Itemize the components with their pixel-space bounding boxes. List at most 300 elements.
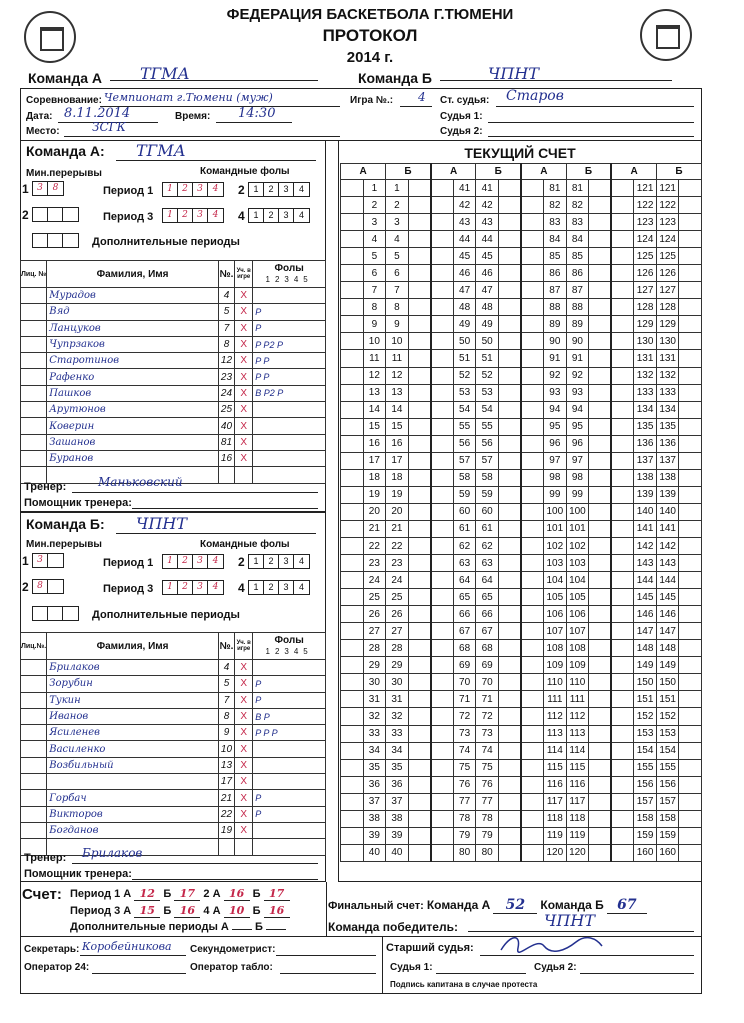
score-cell: 51: [453, 350, 476, 367]
score-cell: 10: [386, 333, 409, 350]
score-cell: 160: [634, 844, 657, 861]
score-cell: [431, 520, 454, 537]
score-cell: [679, 384, 702, 401]
score-cell: [431, 657, 454, 674]
chief-signature: [496, 932, 606, 956]
team-a-period-1: Период 1: [103, 185, 154, 197]
player-number: 8: [218, 708, 234, 724]
score-cell: 115: [544, 759, 567, 776]
score-cell: 8: [386, 299, 409, 316]
player-start-mark: X: [235, 806, 253, 822]
federation-logo-right: [640, 9, 692, 61]
score-cell: [679, 265, 702, 282]
score-cell: [431, 282, 454, 299]
score-row: [341, 333, 702, 350]
score-cell: 122: [634, 197, 657, 214]
player-name: Иванов: [47, 708, 219, 724]
score-cell: 74: [453, 742, 476, 759]
score-cell: [341, 520, 364, 537]
score-cell: 45: [453, 248, 476, 265]
score-cell: 144: [634, 572, 657, 589]
score-cell: [611, 810, 634, 827]
score-cell: [408, 231, 431, 248]
score-cell: 16: [363, 435, 386, 452]
score-cell: [431, 180, 454, 197]
score-cell: [589, 674, 612, 691]
score-cell: 19: [386, 486, 409, 503]
player-fouls: P P: [253, 353, 326, 369]
score-row: [341, 180, 702, 197]
score-cell: [341, 367, 364, 384]
score-cell: 59: [476, 486, 499, 503]
team-a-extra-label: Дополнительные периоды: [92, 236, 240, 248]
score-cell: 142: [656, 537, 679, 554]
score-cell: 120: [566, 844, 589, 861]
ref1-label: Судья 1:: [440, 111, 483, 122]
player-name: Горбач: [47, 790, 219, 806]
score-cell: 157: [634, 793, 657, 810]
score-cell: 52: [476, 367, 499, 384]
score-cell: 120: [544, 844, 567, 861]
lic-cell: [21, 741, 47, 757]
score-cell: 47: [476, 282, 499, 299]
team-a-extra-boxes: [32, 233, 79, 248]
score-cell: [679, 367, 702, 384]
score-cell: [341, 537, 364, 554]
lic-cell: [21, 369, 47, 385]
score-cell: 87: [566, 282, 589, 299]
score-cell: [589, 827, 612, 844]
score-cell: [679, 214, 702, 231]
score-cell: [589, 691, 612, 708]
score-cell: [431, 640, 454, 657]
score-cell: 130: [656, 333, 679, 350]
score-row: [341, 214, 702, 231]
score-cell: 124: [634, 231, 657, 248]
score-label: Счет:: [22, 886, 62, 903]
lic-cell: [21, 336, 47, 352]
score-cell: [679, 180, 702, 197]
score-cell: 131: [634, 350, 657, 367]
score-cell: [498, 350, 521, 367]
score-cell: [589, 537, 612, 554]
score-cell: 158: [634, 810, 657, 827]
score-cell: [679, 231, 702, 248]
team-b-period-3: Период 3: [103, 583, 154, 595]
chief-label: Ст. судья:: [440, 95, 490, 106]
score-cell: [521, 418, 544, 435]
col-fouls: Фолы 12345: [253, 633, 326, 660]
score-cell: [431, 299, 454, 316]
player-number: 8: [218, 336, 234, 352]
player-start-mark: X: [235, 402, 253, 418]
score-cell: [341, 282, 364, 299]
score-cell: 111: [566, 691, 589, 708]
chief-value: Старов: [506, 88, 564, 104]
score-cell: [431, 401, 454, 418]
player-number: 4: [218, 288, 234, 304]
score-cell: 57: [453, 452, 476, 469]
score-cell: 77: [476, 793, 499, 810]
score-cell: 53: [476, 384, 499, 401]
score-cell: 110: [544, 674, 567, 691]
roster-row: [21, 757, 326, 773]
roster-row: [21, 402, 326, 418]
secretary-value: Коробейникова: [82, 940, 172, 953]
score-cell: [431, 708, 454, 725]
score-cell: 133: [656, 384, 679, 401]
score-cell: [341, 316, 364, 333]
score-cell: 15: [386, 418, 409, 435]
score-col-header: А: [611, 164, 656, 180]
team-a-coach: Маньковский: [98, 475, 183, 489]
score-cell: 61: [476, 520, 499, 537]
team-a-title: Команда А:: [26, 143, 105, 159]
score-cell: 149: [634, 657, 657, 674]
lic-cell: [21, 708, 47, 724]
score-cell: 153: [634, 725, 657, 742]
player-start-mark: X: [235, 336, 253, 352]
score-cell: 72: [476, 708, 499, 725]
op24-label: Оператор 24:: [24, 962, 90, 973]
team-a-assistant-label: Помощник тренера:: [24, 497, 132, 509]
score-cell: 20: [363, 503, 386, 520]
protocol-title: ПРОТОКОЛ: [322, 26, 418, 45]
score-cell: 127: [634, 282, 657, 299]
score-cell: 81: [566, 180, 589, 197]
player-fouls: [253, 434, 326, 450]
score-cell: [679, 503, 702, 520]
score-cell: 43: [453, 214, 476, 231]
score-cell: 5: [363, 248, 386, 265]
col-fouls: Фолы 12345: [253, 261, 326, 288]
score-cell: 11: [363, 350, 386, 367]
score-cell: 13: [363, 384, 386, 401]
board-label: Оператор табло:: [190, 962, 273, 973]
score-cell: 98: [566, 469, 589, 486]
score-cell: [498, 827, 521, 844]
score-cell: [521, 725, 544, 742]
score-cell: [498, 844, 521, 861]
score-cell: 86: [544, 265, 567, 282]
score-cell: 82: [566, 197, 589, 214]
player-start-mark: X: [235, 822, 253, 838]
player-number: 25: [218, 402, 234, 418]
game-no-value: 4: [418, 90, 426, 104]
score-row: [341, 299, 702, 316]
col-lic: Лиц. №: [21, 261, 47, 288]
score-row: [341, 606, 702, 623]
score-row: [341, 367, 702, 384]
score-cell: [521, 657, 544, 674]
score-cell: 44: [453, 231, 476, 248]
player-start-mark: X: [235, 385, 253, 401]
score-cell: [521, 810, 544, 827]
score-cell: [341, 623, 364, 640]
score-cell: 95: [566, 418, 589, 435]
score-cell: 147: [656, 623, 679, 640]
score-cell: 62: [476, 537, 499, 554]
score-row: [341, 759, 702, 776]
score-cell: [589, 606, 612, 623]
player-fouls: P: [253, 692, 326, 708]
roster-row: [21, 725, 326, 741]
date-value: 8.11.2014: [64, 106, 131, 121]
score-cell: [611, 265, 634, 282]
score-cell: [498, 231, 521, 248]
player-number: [218, 467, 234, 483]
score-cell: [679, 537, 702, 554]
score-cell: 91: [544, 350, 567, 367]
team-a-fouls-p1: 1 2 3 4: [162, 182, 224, 197]
score-cell: [611, 418, 634, 435]
score-cell: [408, 418, 431, 435]
score-cell: [431, 418, 454, 435]
score-cell: [589, 555, 612, 572]
score-cell: 37: [386, 793, 409, 810]
score-cell: 100: [544, 503, 567, 520]
team-b-timeouts-p3: 8: [32, 579, 64, 594]
score-cell: 138: [656, 469, 679, 486]
score-cell: 126: [656, 265, 679, 282]
col-lic: Лиц.№.: [21, 633, 47, 660]
score-cell: [589, 572, 612, 589]
score-cell: 141: [656, 520, 679, 537]
score-cell: 91: [566, 350, 589, 367]
score-cell: [431, 367, 454, 384]
score-cell: [589, 725, 612, 742]
score-cell: 2: [386, 197, 409, 214]
score-cell: 30: [363, 674, 386, 691]
player-fouls: P P P: [253, 725, 326, 741]
score-cell: 92: [544, 367, 567, 384]
score-cell: 3: [363, 214, 386, 231]
score-cell: 87: [544, 282, 567, 299]
score-cell: [498, 248, 521, 265]
score-cell: 94: [566, 401, 589, 418]
score-cell: 113: [566, 725, 589, 742]
score-row: [341, 452, 702, 469]
roster-row: [21, 660, 326, 676]
score-cell: 14: [363, 401, 386, 418]
score-cell: 73: [476, 725, 499, 742]
team-b-coach-label: Тренер:: [24, 852, 67, 864]
score-cell: [611, 657, 634, 674]
score-cell: [611, 469, 634, 486]
lic-cell: [21, 288, 47, 304]
lic-cell: [21, 418, 47, 434]
team-b-fouls-p4: 1 2 3 4: [248, 580, 310, 595]
score-cell: 39: [386, 827, 409, 844]
score-cell: 34: [386, 742, 409, 759]
team-a-fouls-p4: 1 2 3 4: [248, 208, 310, 223]
score-cell: 38: [363, 810, 386, 827]
roster-row: [21, 288, 326, 304]
score-cell: [611, 316, 634, 333]
team-b-fouls-p1: 1 2 3 4: [162, 554, 224, 569]
player-fouls: P: [253, 676, 326, 692]
place-label: Место:: [26, 126, 60, 137]
team-a-fouls-p3: 1 2 3 4: [162, 208, 224, 223]
score-cell: 114: [566, 742, 589, 759]
score-cell: [521, 606, 544, 623]
score-cell: 156: [656, 776, 679, 793]
score-cell: 102: [566, 537, 589, 554]
score-cell: [498, 418, 521, 435]
player-number: 17: [218, 774, 234, 790]
score-cell: [521, 248, 544, 265]
score-cell: 41: [476, 180, 499, 197]
score-cell: [611, 640, 634, 657]
score-cell: 17: [386, 452, 409, 469]
player-name: Чупрзаков: [47, 336, 219, 352]
score-cell: [498, 691, 521, 708]
roster-row: [21, 434, 326, 450]
score-cell: 154: [656, 742, 679, 759]
score-row: [341, 793, 702, 810]
score-cell: [341, 657, 364, 674]
lic-cell: [21, 822, 47, 838]
score-cell: 59: [453, 486, 476, 503]
score-cell: 83: [566, 214, 589, 231]
score-cell: [521, 691, 544, 708]
score-cell: 139: [656, 486, 679, 503]
score-cell: 18: [386, 469, 409, 486]
score-cell: [408, 555, 431, 572]
score-cell: 121: [656, 180, 679, 197]
score-cell: 133: [634, 384, 657, 401]
score-cell: 17: [363, 452, 386, 469]
score-cell: 35: [386, 759, 409, 776]
col-no: №.: [218, 633, 234, 660]
score-cell: [431, 316, 454, 333]
player-fouls: [253, 450, 326, 466]
score-cell: [611, 452, 634, 469]
player-name: Рафенко: [47, 369, 219, 385]
score-cell: 42: [453, 197, 476, 214]
score-cell: 85: [566, 248, 589, 265]
score-cell: [498, 384, 521, 401]
score-cell: 123: [656, 214, 679, 231]
score-cell: [589, 333, 612, 350]
score-cell: 37: [363, 793, 386, 810]
score-cell: 148: [634, 640, 657, 657]
score-cell: [611, 197, 634, 214]
score-cell: [431, 691, 454, 708]
score-cell: [408, 742, 431, 759]
score-cell: [431, 725, 454, 742]
score-row: [341, 418, 702, 435]
roster-row: [21, 676, 326, 692]
score-cell: 155: [634, 759, 657, 776]
score-cell: 93: [566, 384, 589, 401]
score-cell: 21: [363, 520, 386, 537]
score-cell: 2: [363, 197, 386, 214]
score-cell: 24: [386, 572, 409, 589]
score-cell: [679, 725, 702, 742]
score-cell: [589, 844, 612, 861]
score-cell: [679, 674, 702, 691]
score-cell: [679, 742, 702, 759]
roster-row: [21, 418, 326, 434]
player-number: 12: [218, 353, 234, 369]
score-cell: 7: [386, 282, 409, 299]
score-row: [341, 231, 702, 248]
roster-row: [21, 708, 326, 724]
score-cell: 99: [566, 486, 589, 503]
player-start-mark: X: [235, 353, 253, 369]
score-cell: [521, 589, 544, 606]
score-cell: [498, 537, 521, 554]
lic-cell: [21, 434, 47, 450]
score-cell: 134: [634, 401, 657, 418]
score-cell: [521, 231, 544, 248]
score-cell: [521, 708, 544, 725]
team-a-roster: [20, 260, 326, 484]
score-cell: [341, 350, 364, 367]
score-cell: [521, 555, 544, 572]
player-start-mark: X: [235, 676, 253, 692]
score-row: [341, 197, 702, 214]
player-start-mark: X: [235, 418, 253, 434]
score-cell: 12: [363, 367, 386, 384]
score-cell: 90: [566, 333, 589, 350]
score-cell: 152: [634, 708, 657, 725]
score-cell: [408, 776, 431, 793]
score-row: [341, 742, 702, 759]
player-fouls: B P: [253, 708, 326, 724]
player-fouls: P P2 P: [253, 336, 326, 352]
score-cell: [611, 555, 634, 572]
score-cell: [341, 589, 364, 606]
score-cell: [498, 452, 521, 469]
score-cell: [498, 623, 521, 640]
team-b-header-name: ЧПНТ: [488, 64, 539, 83]
lic-cell: [21, 402, 47, 418]
timekeeper-label: Секундометрист:: [190, 944, 276, 955]
score-cell: 65: [453, 589, 476, 606]
team-b-roster: [20, 632, 326, 856]
score-cell: 123: [634, 214, 657, 231]
score-col-header: Б: [656, 164, 701, 180]
score-row: [341, 248, 702, 265]
score-cell: [589, 640, 612, 657]
score-cell: [679, 572, 702, 589]
score-cell: 1: [386, 180, 409, 197]
federation-logo-left: [24, 11, 76, 63]
score-cell: [611, 248, 634, 265]
score-cell: [611, 606, 634, 623]
score-cell: 137: [634, 452, 657, 469]
lic-cell: [21, 450, 47, 466]
score-cell: [498, 606, 521, 623]
game-no-label: Игра №.:: [350, 95, 394, 106]
score-cell: 76: [476, 776, 499, 793]
score-cell: 31: [386, 691, 409, 708]
winner-label: Команда победитель:: [328, 920, 458, 934]
score-cell: 4: [363, 231, 386, 248]
score-cell: [431, 623, 454, 640]
score-cell: [521, 452, 544, 469]
score-cell: 66: [476, 606, 499, 623]
score-cell: [589, 401, 612, 418]
player-name: Тукин: [47, 692, 219, 708]
score-row: [341, 537, 702, 554]
score-cell: [341, 401, 364, 418]
score-row: [341, 589, 702, 606]
score-cell: 88: [566, 299, 589, 316]
score-cell: 29: [363, 657, 386, 674]
